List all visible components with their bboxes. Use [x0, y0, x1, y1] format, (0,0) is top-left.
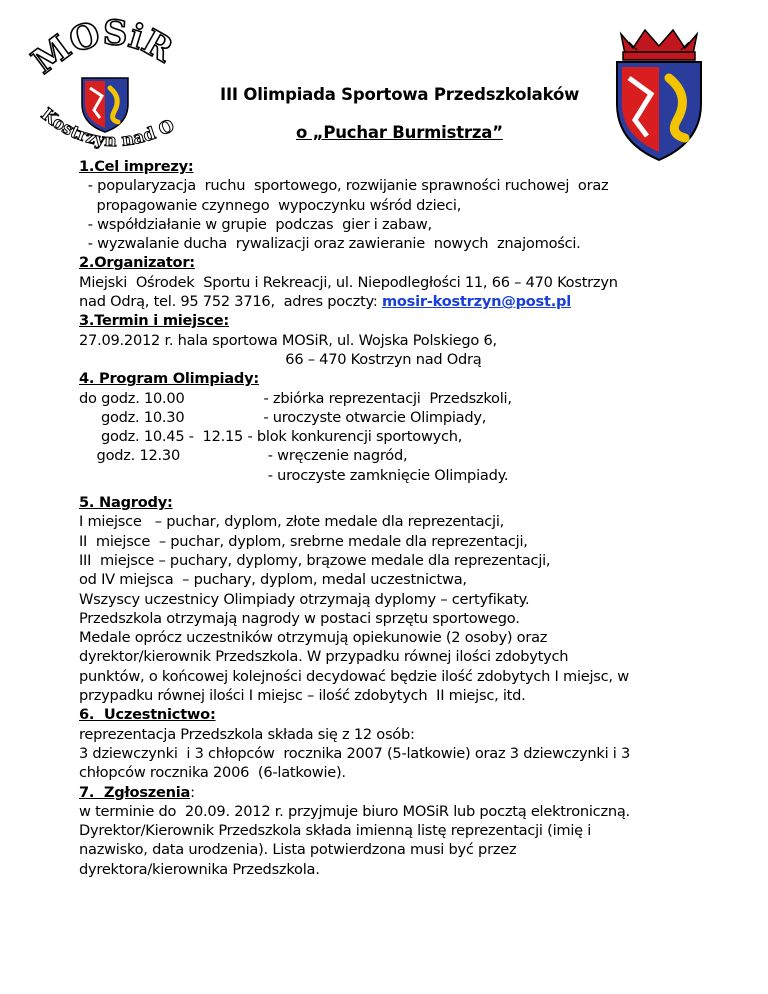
mosir-logo [22, 18, 192, 168]
section-heading-registration [79, 783, 729, 802]
text-line: - wyzwalanie ducha rywalizacji oraz zawieranie nowych znajomości. [79, 235, 581, 253]
text-line: I miejsce – puchar, dyplom, złote medale dla reprezentacji, [79, 513, 505, 531]
program-line: godz. 10.30 - uroczyste otwarcie Olimpiady, [79, 408, 487, 426]
text-line: od IV miejsca – puchary, dyplom, medal uczestnictwa, [79, 571, 467, 589]
section-heading-organizer: 2.Organizator: [79, 254, 195, 272]
text-line: - współdziałanie w grupie podczas gier i zabaw, [79, 215, 432, 233]
section-heading-awards: 5. Nagrody: [79, 494, 173, 512]
section-heading-goal: 1.Cel imprezy: [79, 158, 194, 175]
mosir-logo-graphic [22, 18, 192, 168]
text-line: Przedszkola otrzymają nagrody w postaci sprzętu sportowego. [79, 609, 520, 627]
section-heading-participation: 6. Uczestnictwo: [79, 706, 216, 724]
text-line: dyrektor/kierownik Przedszkola. W przypadku równej ilości zdobytych [79, 648, 569, 666]
section-heading-text: 7. Zgłoszenia [79, 783, 191, 801]
email-link[interactable]: mosir-kostrzyn@post.pl [381, 293, 571, 311]
program-line: godz. 10.45 - 12.15 - blok konkurencji sportowych, [79, 428, 463, 446]
coat-of-arms-icon [82, 78, 128, 132]
text-line: - popularyzacja ruchu sportowego, rozwijanie sprawności ruchowej oraz [79, 177, 609, 195]
document-body [79, 157, 729, 879]
program-line: godz. 12.30 - wręczenie nagród, [79, 447, 408, 465]
text-line: chłopców rocznika 2006 (6-latkowie). [79, 764, 346, 782]
crown-icon [621, 30, 697, 60]
text-line: Wszyscy uczestnicy Olimpiady otrzymają dyplomy – certyfikaty. [79, 590, 530, 608]
text-line: 27.09.2012 r. hala sportowa MOSiR, ul. Wojska Polskiego 6, [79, 331, 497, 349]
city-arc-text: Kostrzyn nad O [36, 104, 178, 152]
mosir-arc-text: MOSiR [24, 18, 180, 83]
spacer [79, 485, 729, 493]
text-line: punktów, o końcowej kolejności decydować będzie ilość zdobytych I miejsc, w [79, 667, 629, 685]
text-line: II miejsce – puchar, dyplom, srebrne medale dla reprezentacji, [79, 532, 528, 550]
text-fragment: nad Odrą, tel. 95 752 3716, adres poczty: [79, 293, 382, 311]
heading-colon: : [190, 783, 195, 801]
text-line: III miejsce – puchary, dyplomy, brązowe medale dla reprezentacji, [79, 551, 551, 569]
text-line: 3 dziewczynki i 3 chłopców rocznika 2007 (5-latkowie) oraz 3 dziewczynki i 3 [79, 744, 631, 762]
section-heading-program: 4. Program Olimpiady: [79, 370, 259, 388]
text-line: Medale oprócz uczestników otrzymują opiekunowie (2 osoby) oraz [79, 629, 548, 647]
document-subtitle: o „Puchar Burmistrza” [296, 123, 503, 142]
text-line: w terminie do 20.09. 2012 r. przyjmuje biuro MOSiR lub pocztą elektroniczną. [79, 802, 630, 820]
text-line-with-email [79, 292, 729, 311]
crowned-shield-icon [607, 24, 711, 164]
city-coat-of-arms [607, 24, 711, 164]
text-line: dyrektora/kierownika Przedszkola. [79, 860, 320, 878]
document-title: III Olimpiada Sportowa Przedszkolaków [220, 85, 580, 104]
text-line: reprezentacja Przedszkola składa się z 12 osób: [79, 725, 415, 743]
text-line: 66 – 470 Kostrzyn nad Odrą [79, 350, 482, 368]
text-line: Dyrektor/Kierownik Przedszkola składa imienną listę reprezentacji (imię i [79, 822, 592, 840]
program-line: - uroczyste zamknięcie Olimpiady. [79, 466, 509, 484]
text-line: nazwisko, data urodzenia). Lista potwierdzona musi być przez [79, 841, 517, 859]
section-heading-date-place: 3.Termin i miejsce: [79, 312, 230, 330]
text-line: propagowanie czynnego wypoczynku wśród dzieci, [79, 196, 462, 214]
text-line: przypadku równej ilości I miejsc – ilość zdobytych II miejsc, itd. [79, 687, 526, 705]
text-line: Miejski Ośrodek Sportu i Rekreacji, ul. Niepodległości 11, 66 – 470 Kostrzyn [79, 273, 618, 291]
program-line: do godz. 10.00 - zbiórka reprezentacji Przedszkoli, [79, 389, 512, 407]
